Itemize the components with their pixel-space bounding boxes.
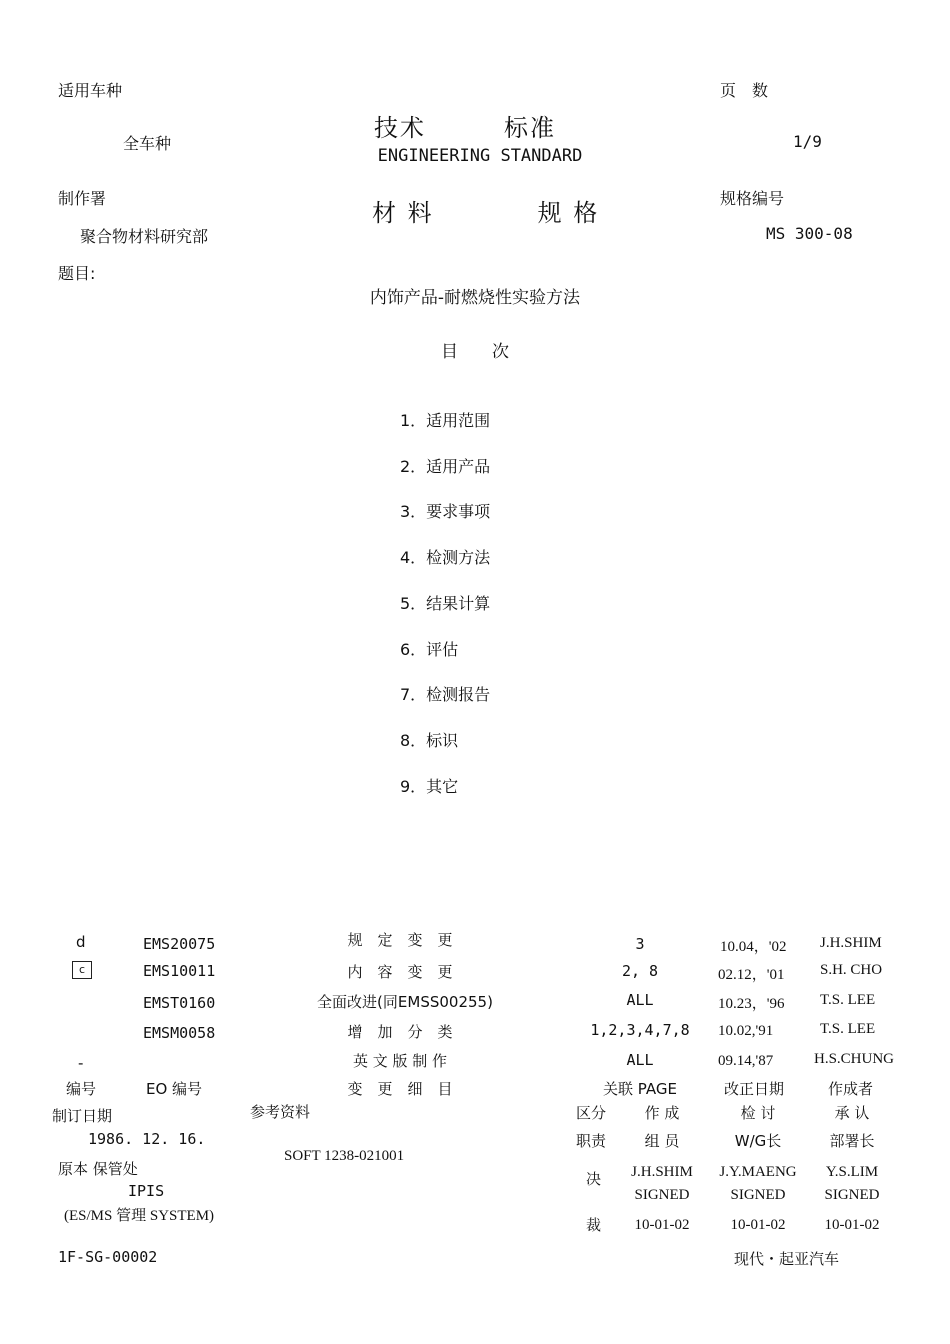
- revision-pages: 2, 8: [621, 962, 659, 980]
- revision-author: J.H.SHIM: [820, 935, 882, 951]
- revision-date: 09.14,'87: [718, 1053, 774, 1069]
- subject-title: 内饰产品-耐燃烧性实验方法: [369, 288, 581, 308]
- vehicle-value: 全车种: [123, 134, 172, 153]
- page-label: 页 数: [720, 81, 769, 100]
- toc-heading: 目 次: [441, 342, 509, 362]
- subject-label: 题目:: [58, 264, 96, 283]
- toc-item: 4．检测方法: [400, 548, 491, 567]
- toc-item: 1．适用范围: [400, 411, 491, 430]
- revision-pages: ALL: [626, 991, 654, 1009]
- approval-role: 承 认: [834, 1104, 870, 1122]
- revision-author: S.H. CHO: [820, 962, 883, 978]
- approval-role: 作 成: [644, 1104, 680, 1122]
- revision-eo: EMSM0058: [143, 1024, 216, 1042]
- producer-value: 聚合物材料研究部: [80, 227, 209, 246]
- revision-pages: 1,2,3,4,7,8: [590, 1021, 690, 1039]
- reference-value: SOFT 1238-021001: [284, 1148, 405, 1164]
- reference-label: 参考资料: [250, 1103, 311, 1121]
- revision-date: 10.02,'91: [718, 1023, 774, 1039]
- approval-group: 部署长: [829, 1132, 875, 1150]
- header-date: 改正日期: [724, 1080, 785, 1098]
- header-eo: EO 编号: [146, 1080, 203, 1098]
- approval-date: 10-01-02: [730, 1217, 786, 1233]
- revision-eo: EMS10011: [143, 962, 216, 980]
- revision-eo: EMS20075: [143, 935, 216, 953]
- original-system: (ES/MS 管理 SYSTEM): [64, 1208, 215, 1224]
- enact-label: 制订日期: [52, 1107, 113, 1125]
- approval-name: J.Y.MAENG: [719, 1164, 797, 1180]
- revision-desc: 规 定 变 更: [347, 931, 453, 949]
- approval-date: 10-01-02: [824, 1217, 880, 1233]
- approval-status: SIGNED: [730, 1187, 786, 1203]
- header-desc: 变 更 细 目: [347, 1080, 453, 1098]
- approval-name: Y.S.LIM: [825, 1164, 879, 1180]
- revision-author: T.S. LEE: [820, 992, 876, 1008]
- spec-type: 材 料 规 格: [372, 199, 600, 227]
- revision-author: T.S. LEE: [820, 1021, 876, 1037]
- approval-date: 10-01-02: [634, 1217, 690, 1233]
- original-value: IPIS: [128, 1182, 165, 1200]
- title-cn: 技术 标准: [374, 114, 556, 142]
- title-en: ENGINEERING STANDARD: [377, 146, 583, 166]
- page-value: 1/9: [793, 132, 822, 151]
- revision-date: 10.23，'96: [718, 996, 785, 1012]
- revision-mark: c: [72, 961, 92, 979]
- revision-desc: 英 文 版 制 作: [352, 1052, 448, 1070]
- header-author: 作成者: [828, 1080, 874, 1098]
- toc-item: 8．标识: [400, 731, 459, 750]
- revision-date: 02.12，'01: [718, 967, 785, 983]
- approval-decide-label: 决: [586, 1170, 602, 1188]
- company-name: 现代・起亚汽车: [734, 1250, 840, 1268]
- approval-name: J.H.SHIM: [631, 1164, 693, 1180]
- approval-status: SIGNED: [824, 1187, 880, 1203]
- toc-item: 3．要求事项: [400, 502, 491, 521]
- spec-no-value: MS 300-08: [766, 224, 853, 243]
- approval-group: 组 员: [644, 1132, 680, 1150]
- toc-item: 6．评估: [400, 640, 459, 659]
- approval-section-label: 区分: [576, 1104, 607, 1122]
- toc-item: 5．结果计算: [400, 594, 491, 613]
- revision-mark: d: [76, 933, 86, 951]
- revision-desc: 内 容 变 更: [347, 963, 453, 981]
- revision-eo: EMST0160: [143, 994, 216, 1012]
- revision-author: H.S.CHUNG: [814, 1051, 895, 1067]
- header-mark: 编号: [66, 1080, 97, 1098]
- enact-date: 1986. 12. 16.: [88, 1130, 206, 1148]
- vehicle-label: 适用车种: [58, 81, 123, 100]
- producer-label: 制作署: [58, 189, 107, 208]
- form-number: 1F-SG-00002: [58, 1248, 158, 1266]
- toc-item: 2．适用产品: [400, 457, 491, 476]
- revision-date: 10.04，'02: [720, 939, 787, 955]
- revision-desc: 全面改进(同EMSS00255): [317, 993, 493, 1011]
- revision-pages: ALL: [626, 1051, 654, 1069]
- toc-item: 7．检测报告: [400, 685, 491, 704]
- original-label: 原本 保管处: [58, 1160, 138, 1178]
- header-pages: 关联 PAGE: [603, 1080, 677, 1098]
- approval-role: 检 讨: [740, 1104, 776, 1122]
- approval-group: W/G长: [734, 1132, 782, 1150]
- spec-no-label: 规格编号: [720, 189, 785, 208]
- approval-duty-label: 职责: [576, 1132, 607, 1150]
- revision-mark: -: [78, 1054, 84, 1072]
- toc-item: 9．其它: [400, 777, 459, 796]
- approval-cut-label: 裁: [586, 1216, 602, 1234]
- revision-desc: 增 加 分 类: [347, 1023, 453, 1041]
- approval-status: SIGNED: [634, 1187, 690, 1203]
- revision-pages: 3: [635, 935, 645, 953]
